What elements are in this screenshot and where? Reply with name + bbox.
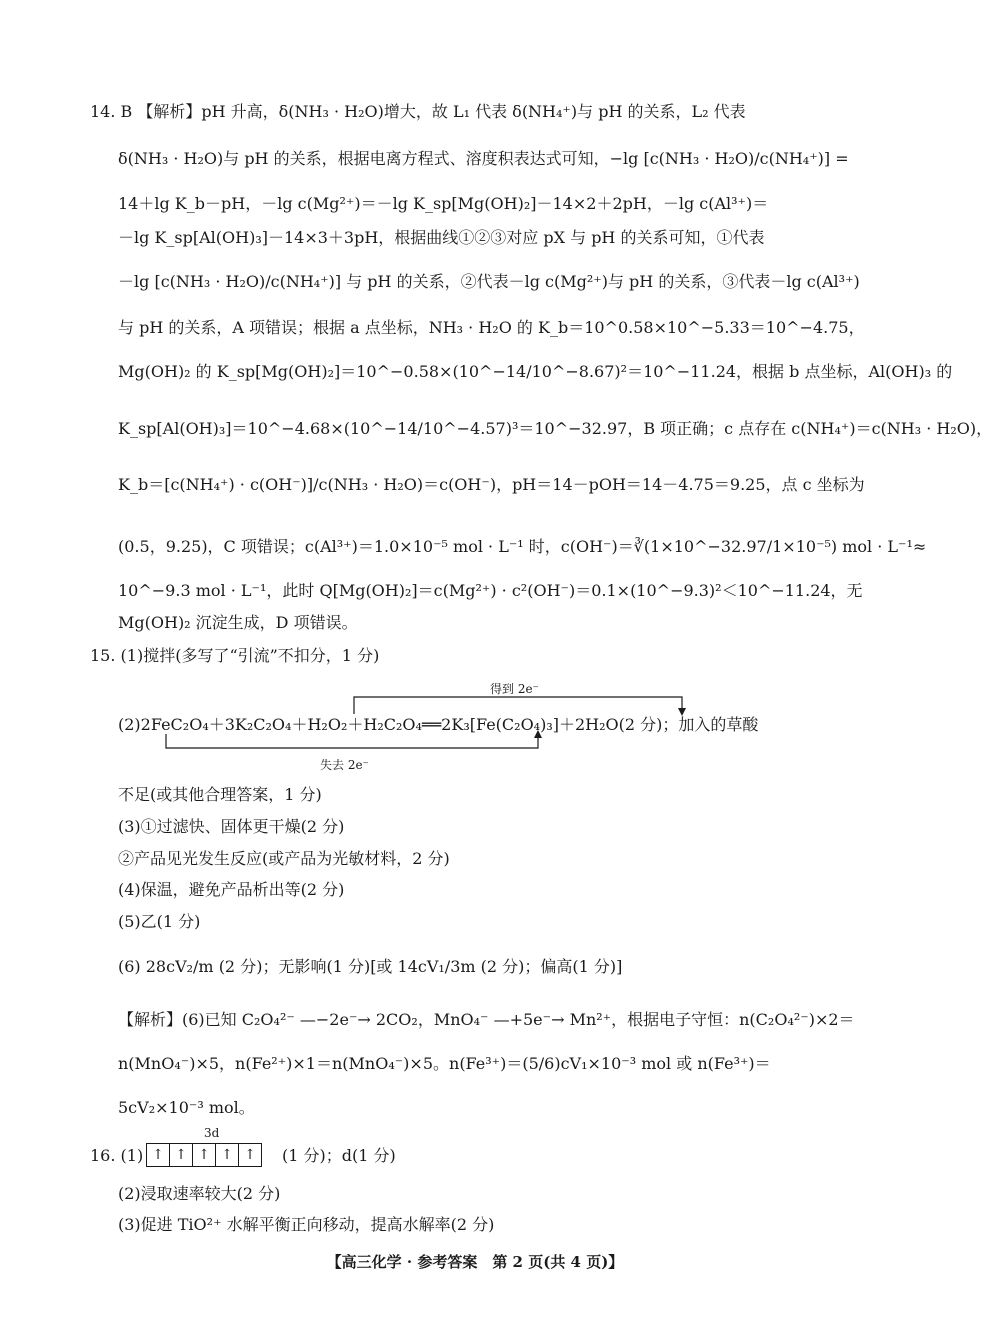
- q16-line-1-suffix: (1 分)；d(1 分): [282, 1146, 396, 1165]
- orbital-diagram-3d: [146, 1143, 262, 1167]
- q15-line-7: (5)乙(1 分): [118, 912, 201, 931]
- orbital-box: ↑: [170, 1144, 193, 1167]
- q14-line-7: Mg(OH)₂ 的 K_sp[Mg(OH)₂]＝10^−0.58×(10^−14/10^−8.67)²＝10^−11.24，根据 b 点坐标，Al(OH)₃ 的: [118, 362, 953, 381]
- q15-equation: (2)2FeC₂O₄＋3K₂C₂O₄＋H₂O₂＋H₂C₂O₄══2K₃[Fe(C₂O₄)₃]＋2H₂O(2 分)；加入的草酸: [118, 715, 759, 734]
- q16-line-2: (2)浸取速率较大(2 分): [118, 1184, 281, 1203]
- orbital-box: ↑: [193, 1144, 216, 1167]
- orbital-box: ↑: [216, 1144, 239, 1167]
- q14-line-6: 与 pH 的关系，A 项错误；根据 a 点坐标，NH₃ · H₂O 的 K_b＝10^0.58×10^−5.33＝10^−4.75，: [118, 318, 865, 337]
- q14-line-3: 14＋lg K_b－pH，－lg c(Mg²⁺)＝－lg K_sp[Mg(OH)₂]－14×2＋2pH，－lg c(Al³⁺)＝: [118, 194, 769, 213]
- q15-line-4: (3)①过滤快、固体更干燥(2 分): [118, 817, 345, 836]
- q14-line-8: K_sp[Al(OH)₃]＝10^−4.68×(10^−14/10^−4.57)³＝10^−32.97，B 项正确；c 点存在 c(NH₄⁺)＝c(NH₃ · H₂O)，: [118, 419, 992, 438]
- q14-line-9: K_b＝[c(NH₄⁺) · c(OH⁻)]/c(NH₃ · H₂O)＝c(OH⁻)，pH＝14－pOH＝14－4.75＝9.25，点 c 坐标为: [118, 475, 865, 494]
- orbital-box: ↑: [147, 1144, 170, 1167]
- q14-line-1: 14. B 【解析】pH 升高，δ(NH₃ · H₂O)增大，故 L₁ 代表 δ(NH₄⁺)与 pH 的关系，L₂ 代表: [90, 102, 746, 121]
- q15-analysis-line-3: 5cV₂×10⁻³ mol。: [118, 1098, 255, 1117]
- q14-line-4: －lg K_sp[Al(OH)₃]－14×3＋3pH，根据曲线①②③对应 pX 与 pH 的关系可知，①代表: [118, 228, 765, 247]
- electron-gain-label: 得到 2e⁻: [490, 682, 539, 696]
- electron-loss-label: 失去 2e⁻: [320, 758, 369, 772]
- q14-line-12: Mg(OH)₂ 沉淀生成，D 项错误。: [118, 613, 358, 632]
- q15-line-6: (4)保温，避免产品析出等(2 分): [118, 880, 345, 899]
- page-footer: 【高三化学 · 参考答案 第 2 页(共 4 页)】: [326, 1253, 624, 1271]
- orbital-label: 3d: [204, 1126, 220, 1140]
- q14-line-11: 10^−9.3 mol · L⁻¹，此时 Q[Mg(OH)₂]＝c(Mg²⁺) · c²(OH⁻)＝0.1×(10^−9.3)²＜10^−11.24，无: [118, 581, 863, 600]
- q14-line-10: (0.5，9.25)，C 项错误；c(Al³⁺)＝1.0×10⁻⁵ mol · L⁻¹ 时，c(OH⁻)＝∛(1×10^−32.97/1×10⁻⁵) mol · L⁻¹≈: [118, 537, 927, 556]
- q16-line-1-prefix: 16. (1): [90, 1146, 144, 1165]
- q16-line-3: (3)促进 TiO²⁺ 水解平衡正向移动，提高水解率(2 分): [118, 1215, 495, 1234]
- q15-line-8: (6) 28cV₂/m (2 分)；无影响(1 分)[或 14cV₁/3m (2 分)；偏高(1 分)]: [118, 957, 623, 976]
- q15-line-3: 不足(或其他合理答案，1 分): [118, 785, 322, 804]
- q15-analysis-line-1: 【解析】(6)已知 C₂O₄²⁻ —−2e⁻→ 2CO₂，MnO₄⁻ —+5e⁻→ Mn²⁺，根据电子守恒：n(C₂O₄²⁻)×2＝: [118, 1010, 855, 1029]
- q15-line-5: ②产品见光发生反应(或产品为光敏材料，2 分): [118, 849, 450, 868]
- q15-line-1: 15. (1)搅拌(多写了“引流”不扣分，1 分): [90, 646, 380, 665]
- q15-analysis-line-2: n(MnO₄⁻)×5，n(Fe²⁺)×1＝n(MnO₄⁻)×5。n(Fe³⁺)＝(5/6)cV₁×10⁻³ mol 或 n(Fe³⁺)＝: [118, 1054, 771, 1073]
- orbital-box: ↑: [239, 1144, 262, 1167]
- q14-line-2: δ(NH₃ · H₂O)与 pH 的关系，根据电离方程式、溶度积表达式可知，−lg [c(NH₃ · H₂O)/c(NH₄⁺)] =: [118, 149, 849, 168]
- q14-line-5: －lg [c(NH₃ · H₂O)/c(NH₄⁺)] 与 pH 的关系，②代表－lg c(Mg²⁺)与 pH 的关系，③代表－lg c(Al³⁺): [118, 272, 860, 291]
